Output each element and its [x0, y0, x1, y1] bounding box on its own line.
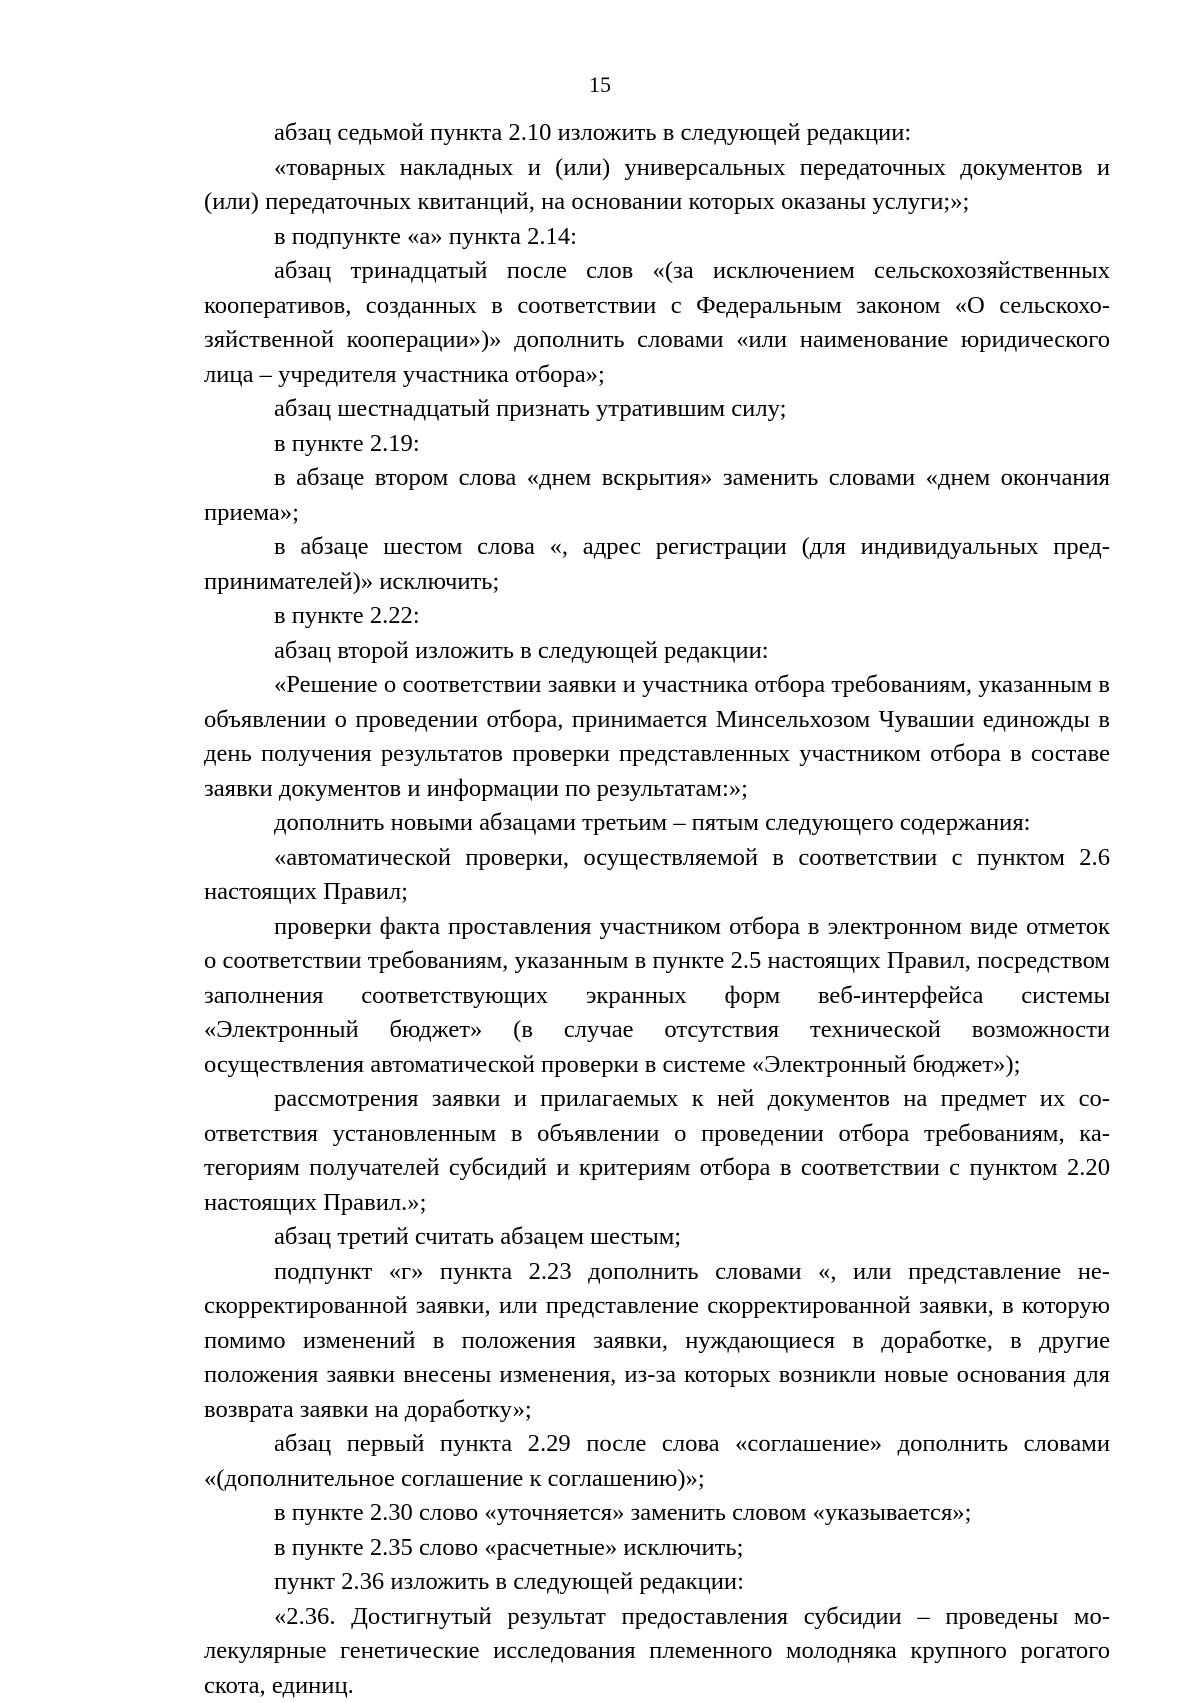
paragraph: «2.36. Достигнутый результат предоставления субсидии – проведены молекулярные генетические исследования племенного молодняка крупного рогатого скота, единиц.	[204, 1600, 1110, 1703]
paragraph: в пункте 2.22:	[204, 599, 1110, 634]
paragraph: «товарных накладных и (или) универсальных передаточных документов и (или) передаточных квитанций, на основании которых оказаны услуги;»;	[204, 151, 1110, 220]
paragraph: абзац второй изложить в следующей редакции:	[204, 634, 1110, 669]
paragraph: абзац тринадцатый после слов «(за исключением сельскохозяйственных кооперативов, созданных в соответствии с Федеральным законом «О сельскохозяйственной кооперации»)» дополнить словами «или наименование юридического лица – учредителя участника отбора»;	[204, 254, 1110, 392]
page-number: 15	[0, 72, 1200, 98]
paragraph: рассмотрения заявки и прилагаемых к ней документов на предмет их соответствия установленным в объявлении о проведении отбора требованиям, категориям получателей субсидий и критериям отбора в соответствии с пунктом 2.20 настоящих Правил.»;	[204, 1082, 1110, 1220]
paragraph: проверки факта проставления участником отбора в электронном виде отметок о соответствии требованиям, указанным в пункте 2.5 настоящих Правил, посредством заполнения соответствующих экранных форм веб-интерфейса системы «Электронный бюджет» (в случае отсутствия технической возможности осуществления автоматической проверки в системе «Электронный бюджет»);	[204, 910, 1110, 1083]
paragraph: в пункте 2.19:	[204, 427, 1110, 462]
paragraph: пункт 2.36 изложить в следующей редакции:	[204, 1565, 1110, 1600]
paragraph: в абзаце втором слова «днем вскрытия» заменить словами «днем окончания приема»;	[204, 461, 1110, 530]
paragraph: в пункте 2.35 слово «расчетные» исключить;	[204, 1531, 1110, 1566]
paragraph: абзац шестнадцатый признать утратившим силу;	[204, 392, 1110, 427]
paragraph: абзац первый пункта 2.29 после слова «соглашение» дополнить словами «(дополнительное соглашение к соглашению)»;	[204, 1427, 1110, 1496]
paragraph: дополнить новыми абзацами третьим – пятым следующего содержания:	[204, 806, 1110, 841]
paragraph: в подпункте «а» пункта 2.14:	[204, 220, 1110, 255]
paragraph: абзац седьмой пункта 2.10 изложить в следующей редакции:	[204, 116, 1110, 151]
paragraph: в пункте 2.30 слово «уточняется» заменить словом «указывается»;	[204, 1496, 1110, 1531]
paragraph: абзац третий считать абзацем шестым;	[204, 1220, 1110, 1255]
paragraph: в абзаце шестом слова «, адрес регистрации (для индивидуальных предпринимателей)» исключить;	[204, 530, 1110, 599]
paragraph: «Решение о соответствии заявки и участника отбора требованиям, указанным в объявлении о проведении отбора, принимается Минсельхозом Чувашии единожды в день получения результатов проверки представленных участником отбора в составе заявки документов и информации по результатам:»;	[204, 668, 1110, 806]
paragraph: подпункт «г» пункта 2.23 дополнить словами «, или представление нескорректированной заявки, или представление скорректированной заявки, в которую помимо изменений в положения заявки, нуждающиеся в доработке, в другие положения заявки внесены изменения, из-за которых возникли новые основания для возврата заявки на доработку»;	[204, 1255, 1110, 1428]
document-body	[204, 116, 1110, 1703]
paragraph: «автоматической проверки, осуществляемой в соответствии с пунктом 2.6 настоящих Правил;	[204, 841, 1110, 910]
